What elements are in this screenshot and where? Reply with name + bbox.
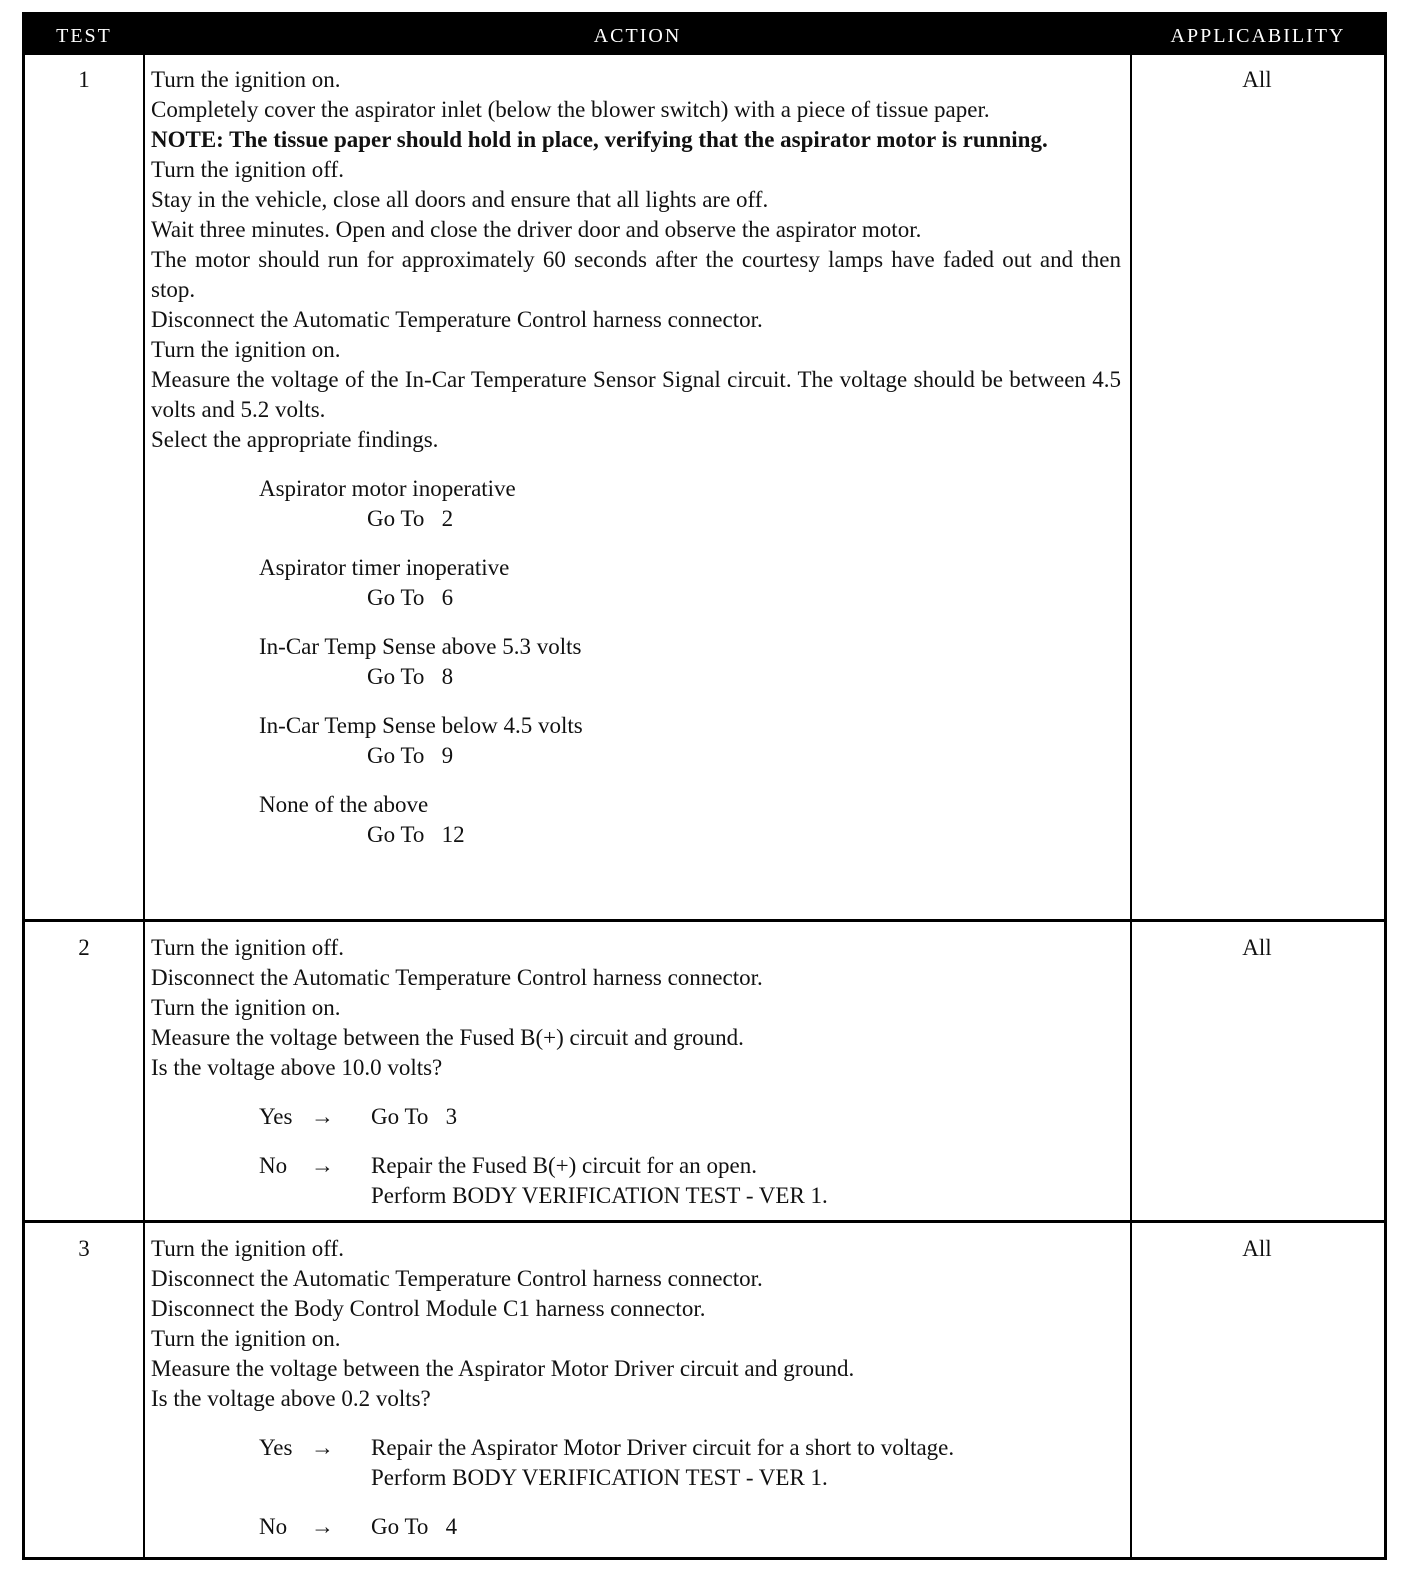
action-line: Measure the voltage between the Aspirator Motor Driver circuit and ground. xyxy=(151,1356,855,1381)
header-action: ACTION xyxy=(593,25,682,47)
action-line: Is the voltage above 0.2 volts? xyxy=(151,1386,431,1411)
header-test: TEST xyxy=(56,25,112,47)
row-divider xyxy=(25,1220,1384,1223)
no-answer xyxy=(151,1512,1121,1542)
result-line: Perform BODY VERIFICATION TEST - VER 1. xyxy=(371,1465,828,1490)
diagnostic-test-table xyxy=(22,12,1387,1560)
goto-link[interactable]: Go To 12 xyxy=(367,822,465,847)
action-line: Disconnect the Automatic Temperature Control harness connector. xyxy=(151,307,763,332)
action-line: Disconnect the Automatic Temperature Control harness connector. xyxy=(151,1266,763,1291)
applicability-value: All xyxy=(1242,67,1272,92)
goto-link[interactable]: Go To 6 xyxy=(367,585,454,610)
column-divider xyxy=(1130,55,1132,1557)
finding-label: In-Car Temp Sense above 5.3 volts xyxy=(259,634,582,659)
yes-result xyxy=(371,1433,954,1493)
finding-label: Aspirator timer inoperative xyxy=(259,555,510,580)
goto-link[interactable]: Go To 2 xyxy=(367,506,454,531)
test-number: 1 xyxy=(78,67,90,92)
result-line: Repair the Aspirator Motor Driver circuit for a short to voltage. xyxy=(371,1435,955,1460)
yes-answer xyxy=(151,1102,1121,1132)
action-line: Turn the ignition off. xyxy=(151,157,344,182)
action-line: The motor should run for approximately 60 seconds after the courtesy lamps have faded out and then stop. xyxy=(151,247,1121,302)
action-line: Disconnect the Automatic Temperature Control harness connector. xyxy=(151,965,763,990)
table-header xyxy=(25,15,1384,55)
action-cell xyxy=(151,933,1121,1211)
action-line: Stay in the vehicle, close all doors and ensure that all lights are off. xyxy=(151,187,769,212)
action-line: Turn the ignition off. xyxy=(151,1236,344,1261)
finding-label: Aspirator motor inoperative xyxy=(259,476,516,501)
finding-label: None of the above xyxy=(259,792,429,817)
action-line: Turn the ignition on. xyxy=(151,67,341,92)
action-line: Completely cover the aspirator inlet (below the blower switch) with a piece of tissue paper. xyxy=(151,97,990,122)
action-line: Measure the voltage between the Fused B(+) circuit and ground. xyxy=(151,1025,744,1050)
no-result xyxy=(371,1151,828,1211)
yes-answer xyxy=(151,1433,1121,1493)
row-divider xyxy=(25,919,1384,922)
applicability-value: All xyxy=(1242,935,1272,960)
goto-link[interactable]: Go To 4 xyxy=(371,1514,458,1539)
action-line: Turn the ignition on. xyxy=(151,1326,341,1351)
action-line: Disconnect the Body Control Module C1 harness connector. xyxy=(151,1296,706,1321)
goto-link[interactable]: Go To 9 xyxy=(367,743,454,768)
arrow-icon: → xyxy=(311,1104,334,1129)
finding-label: In-Car Temp Sense below 4.5 volts xyxy=(259,713,583,738)
test-number: 2 xyxy=(78,935,90,960)
no-label: No xyxy=(259,1514,288,1539)
action-line: Select the appropriate findings. xyxy=(151,427,439,452)
arrow-icon: → xyxy=(311,1153,334,1178)
result-line: Repair the Fused B(+) circuit for an open. xyxy=(371,1153,757,1178)
header-applicability: APPLICABILITY xyxy=(1170,25,1346,47)
action-cell xyxy=(151,65,1121,850)
result-line: Perform BODY VERIFICATION TEST - VER 1. xyxy=(371,1183,828,1208)
test-number: 3 xyxy=(78,1236,90,1261)
action-line: Turn the ignition on. xyxy=(151,995,341,1020)
yes-label: Yes xyxy=(259,1104,293,1129)
yes-label: Yes xyxy=(259,1435,293,1460)
action-line: Is the voltage above 10.0 volts? xyxy=(151,1055,443,1080)
column-divider xyxy=(143,55,145,1557)
goto-link[interactable]: Go To 3 xyxy=(371,1104,458,1129)
action-cell xyxy=(151,1234,1121,1542)
action-line: Measure the voltage of the In-Car Temperature Sensor Signal circuit. The voltage should be between 4.5 volts and 5.2 volts. xyxy=(151,367,1121,422)
arrow-icon: → xyxy=(311,1514,334,1539)
applicability-value: All xyxy=(1242,1236,1272,1261)
arrow-icon: → xyxy=(311,1435,334,1460)
action-line: Turn the ignition on. xyxy=(151,337,341,362)
note: NOTE: The tissue paper should hold in place, verifying that the aspirator motor is running. xyxy=(151,127,1048,152)
action-line: Turn the ignition off. xyxy=(151,935,344,960)
goto-link[interactable]: Go To 8 xyxy=(367,664,454,689)
no-answer xyxy=(151,1151,1121,1211)
action-line: Wait three minutes. Open and close the driver door and observe the aspirator motor. xyxy=(151,217,922,242)
no-label: No xyxy=(259,1153,288,1178)
